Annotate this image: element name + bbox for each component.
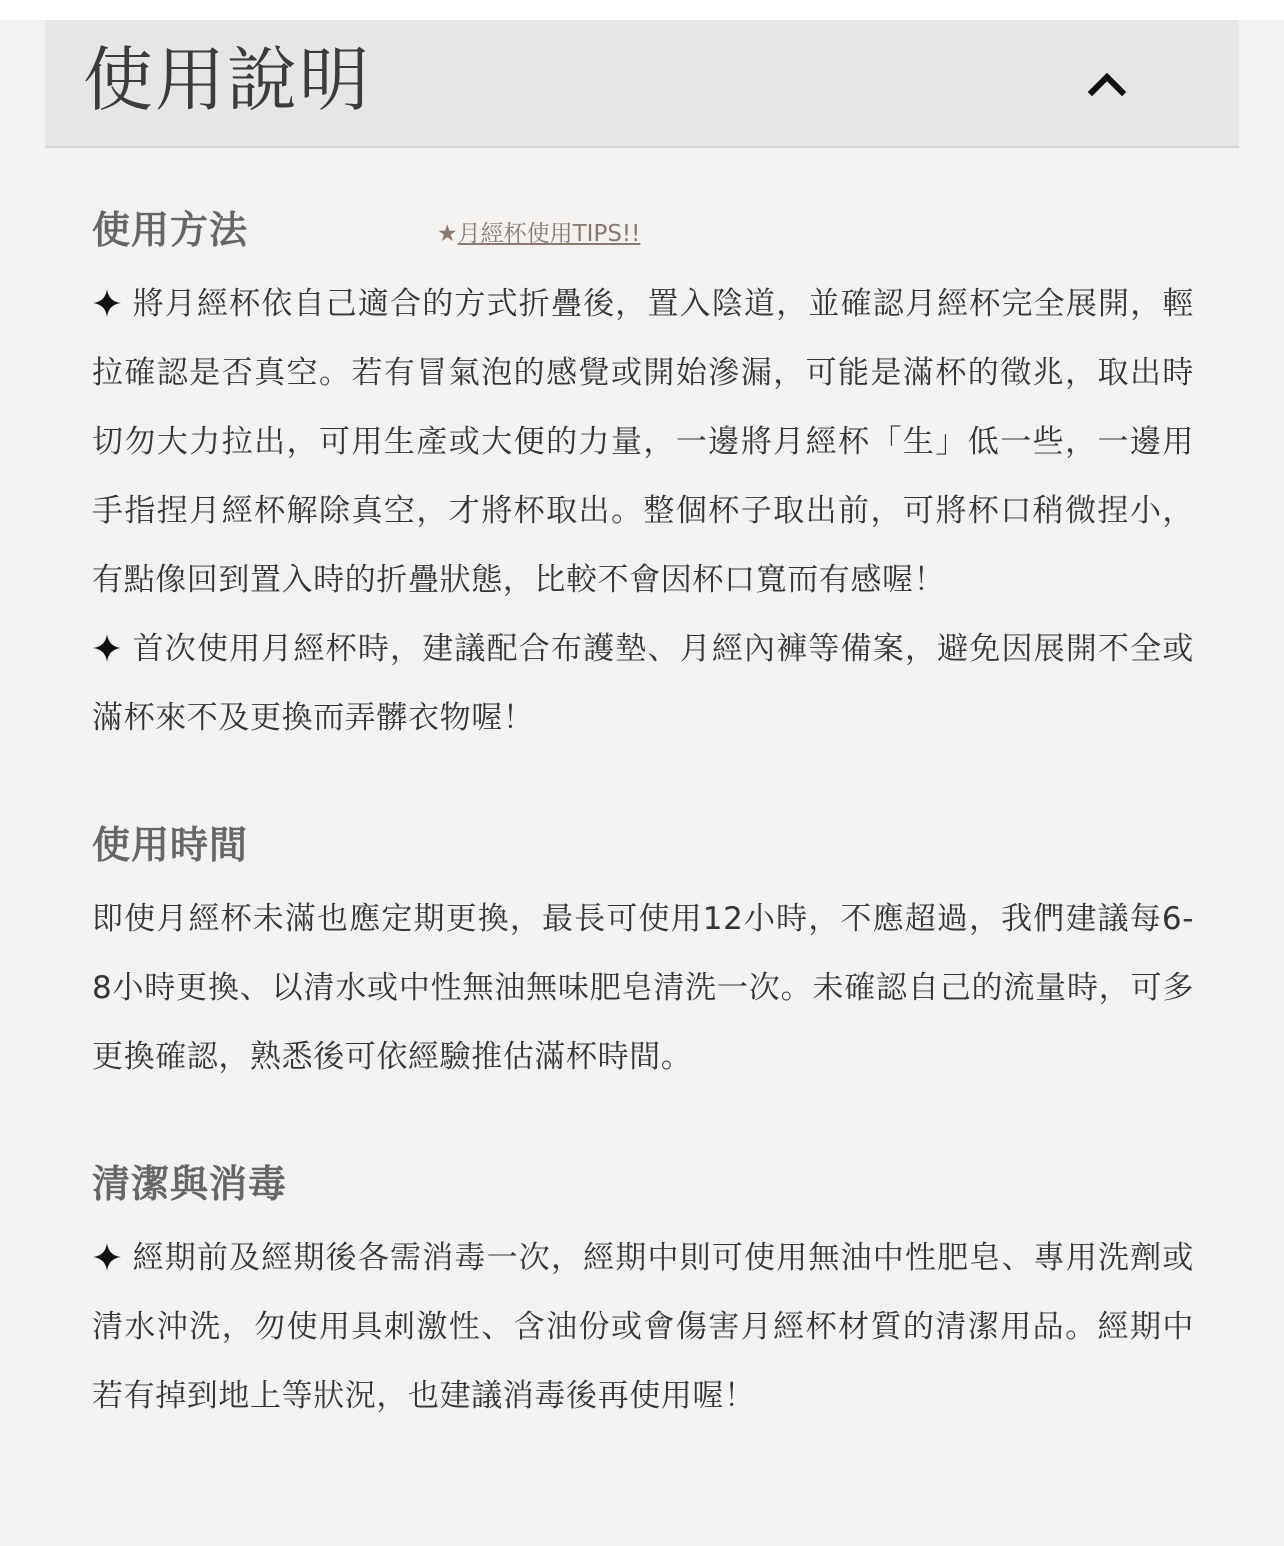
usage-paragraph-1-text: 將月經杯依自己適合的方式折疊後，置入陰道，並確認月經杯完全展開，輕拉確認是否真空。若有冒氣泡的感覺或開始滲漏，可能是滿杯的徵兆，取出時切勿大力拉出，可用生產或大便的力量，一邊將月經杯「生」低一些，一邊用手指捏月經杯解除真空，才將杯取出。整個杯子取出前，可將杯口稍微捏小，有點像回到置入時的折疊狀態，比較不會因杯口寬而有感喔！ <box>92 286 1194 598</box>
sparkle-bullet-icon <box>92 1242 122 1272</box>
top-strip <box>0 0 1284 20</box>
time-paragraph: 即使月經杯未滿也應定期更換，最長可使用12小時，不應超過，我們建議每6-8小時更換、以清水或中性無油無味肥皂清洗一次。未確認自己的流量時，可多更換確認，熟悉後可依經驗推估滿杯時間。 <box>92 901 1194 1075</box>
accordion-content <box>92 190 1194 1431</box>
section-heading-usage: 使用方法 <box>92 208 249 252</box>
tips-link-label: 月經杯使用TIPS!! <box>457 221 641 247</box>
cleaning-paragraph <box>92 1224 1194 1431</box>
usage-paragraph-2-text: 首次使用月經杯時，建議配合布護墊、月經內褲等備案，避免因展開不全或滿杯來不及更換而弄髒衣物喔！ <box>92 631 1194 736</box>
section-cleaning-header <box>92 1144 1194 1224</box>
section-heading-time: 使用時間 <box>92 823 249 867</box>
sparkle-bullet-icon <box>92 288 122 318</box>
section-heading-cleaning: 清潔與消毒 <box>92 1162 288 1206</box>
usage-paragraph-2 <box>92 615 1194 753</box>
chevron-up-icon[interactable] <box>1087 64 1127 104</box>
accordion-header[interactable] <box>45 20 1239 148</box>
section-usage-header <box>92 190 1194 270</box>
section-time-header <box>92 805 1194 885</box>
sparkle-bullet-icon <box>92 633 122 663</box>
usage-paragraph-1 <box>92 270 1194 615</box>
cleaning-paragraph-text: 經期前及經期後各需消毒一次，經期中則可使用無油中性肥皂、專用洗劑或清水沖洗，勿使用具刺激性、含油份或會傷害月經杯材質的清潔用品。經期中若有掉到地上等狀況，也建議消毒後再使用喔！ <box>92 1240 1194 1414</box>
star-icon: ★ <box>437 221 458 247</box>
tips-link[interactable] <box>437 218 640 250</box>
accordion-title: 使用說明 <box>83 39 371 121</box>
